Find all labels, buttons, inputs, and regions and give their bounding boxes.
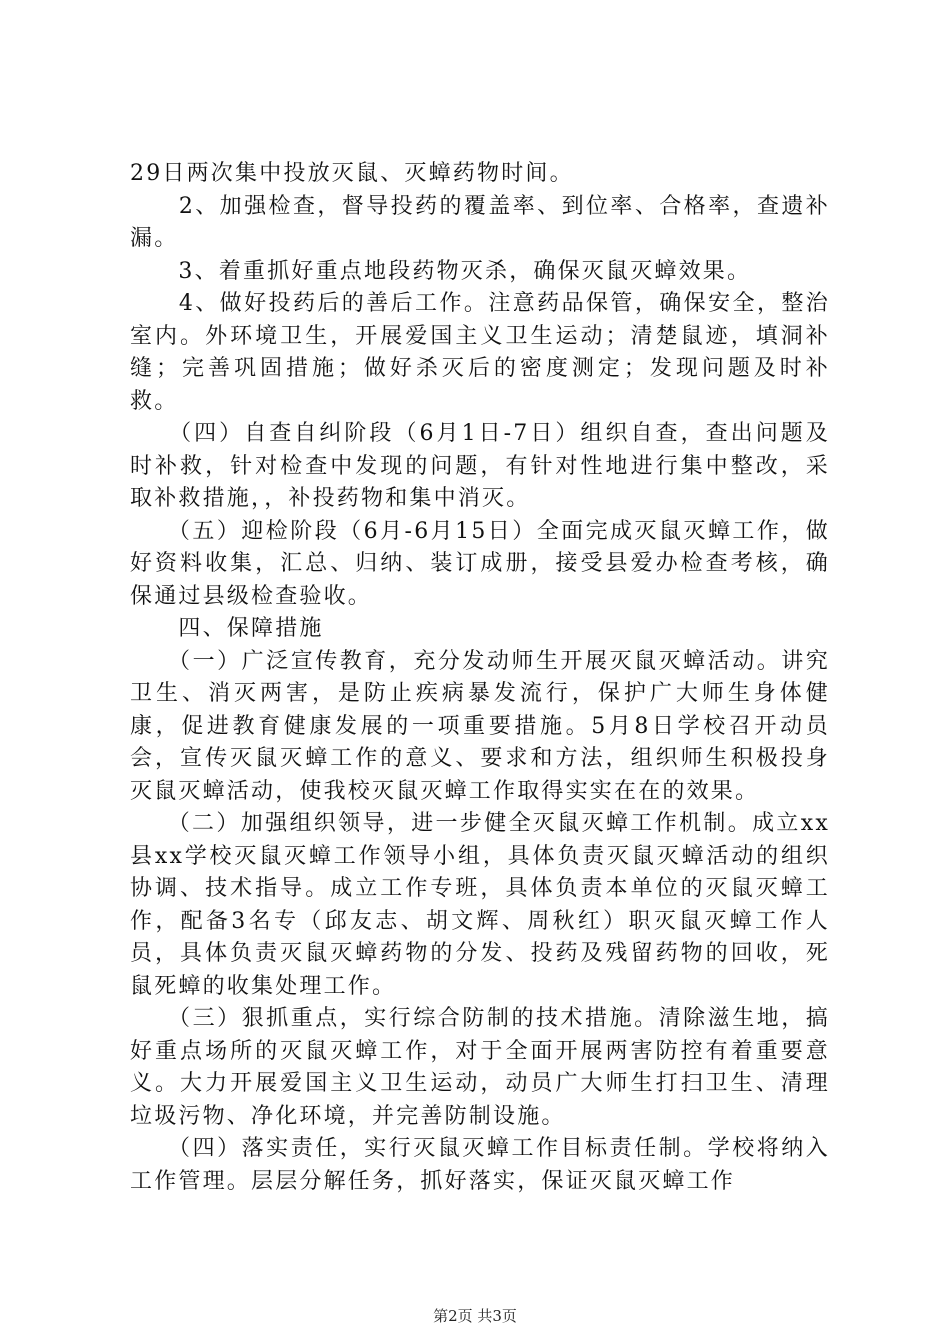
paragraph-safeguard-1: （一）广泛宣传教育，充分发动师生开展灭鼠灭蟑活动。讲究卫生、消灭两害，是防止疾病暴发流行，保护广大师生身体健康，促进教育健康发展的一项重要措施。5月8日学校召开动员会，宣传灭鼠灭蟑工作的意义、要求和方法，组织师生积极投身灭鼠灭蟑活动，使我校灭鼠灭蟑工作取得实实在在的效果。 [130, 648, 830, 804]
paragraph-continuation: 29日两次集中投放灭鼠、灭蟑药物时间。 [130, 161, 574, 186]
paragraph-item-3: 3、着重抓好重点地段药物灭杀，确保灭鼠灭蟑效果。 [130, 258, 752, 284]
document-body [130, 158, 830, 1198]
paragraph-inspection-stage: （五）迎检阶段（6月-6月15日）全面完成灭鼠灭蟑工作，做好资料收集，汇总、归纳、装订成册，接受县爱办检查考核，确保通过县级检查验收。 [130, 518, 830, 609]
paragraph-item-4: 4、做好投药后的善后工作。注意药品保管，确保安全，整治室内。外环境卫生，开展爱国主义卫生运动；清楚鼠迹，填洞补缝；完善巩固措施；做好杀灭后的密度测定；发现问题及时补救。 [130, 291, 830, 414]
paragraph-item-2: 2、加强检查，督导投药的覆盖率、到位率、合格率，查遗补漏。 [130, 193, 830, 251]
paragraph-safeguard-4: （四）落实责任，实行灭鼠灭蟑工作目标责任制。学校将纳入工作管理。层层分解任务，抓好落实，保证灭鼠灭蟑工作 [130, 1136, 830, 1194]
paragraph-safeguard-2: （二）加强组织领导，进一步健全灭鼠灭蟑工作机制。成立xx县xx学校灭鼠灭蟑工作领导小组，具体负责灭鼠灭蟑活动的组织协调、技术指导。成立工作专班，具体负责本单位的灭鼠灭蟑工作，配备3名专（邱友志、胡文辉、周秋红）职灭鼠灭蟑工作人员，具体负责灭鼠灭蟑药物的分发、投药及残留药物的回收，死鼠死蟑的收集处理工作。 [130, 811, 830, 999]
section-heading-safeguards: 四、保障措施 [130, 616, 324, 641]
paragraph-safeguard-3: （三）狠抓重点，实行综合防制的技术措施。清除滋生地，搞好重点场所的灭鼠灭蟑工作，对于全面开展两害防控有着重要意义。大力开展爱国主义卫生运动，动员广大师生打扫卫生、清理垃圾污物、净化环境，并完善防制设施。 [130, 1006, 830, 1129]
page-number-footer: 第2页 共3页 [433, 1307, 517, 1325]
paragraph-self-check-stage: （四）自查自纠阶段（6月1日-7日）组织自查，查出问题及时补救，针对检查中发现的问题，有针对性地进行集中整改，采取补救措施，，补投药物和集中消灭。 [130, 421, 830, 511]
